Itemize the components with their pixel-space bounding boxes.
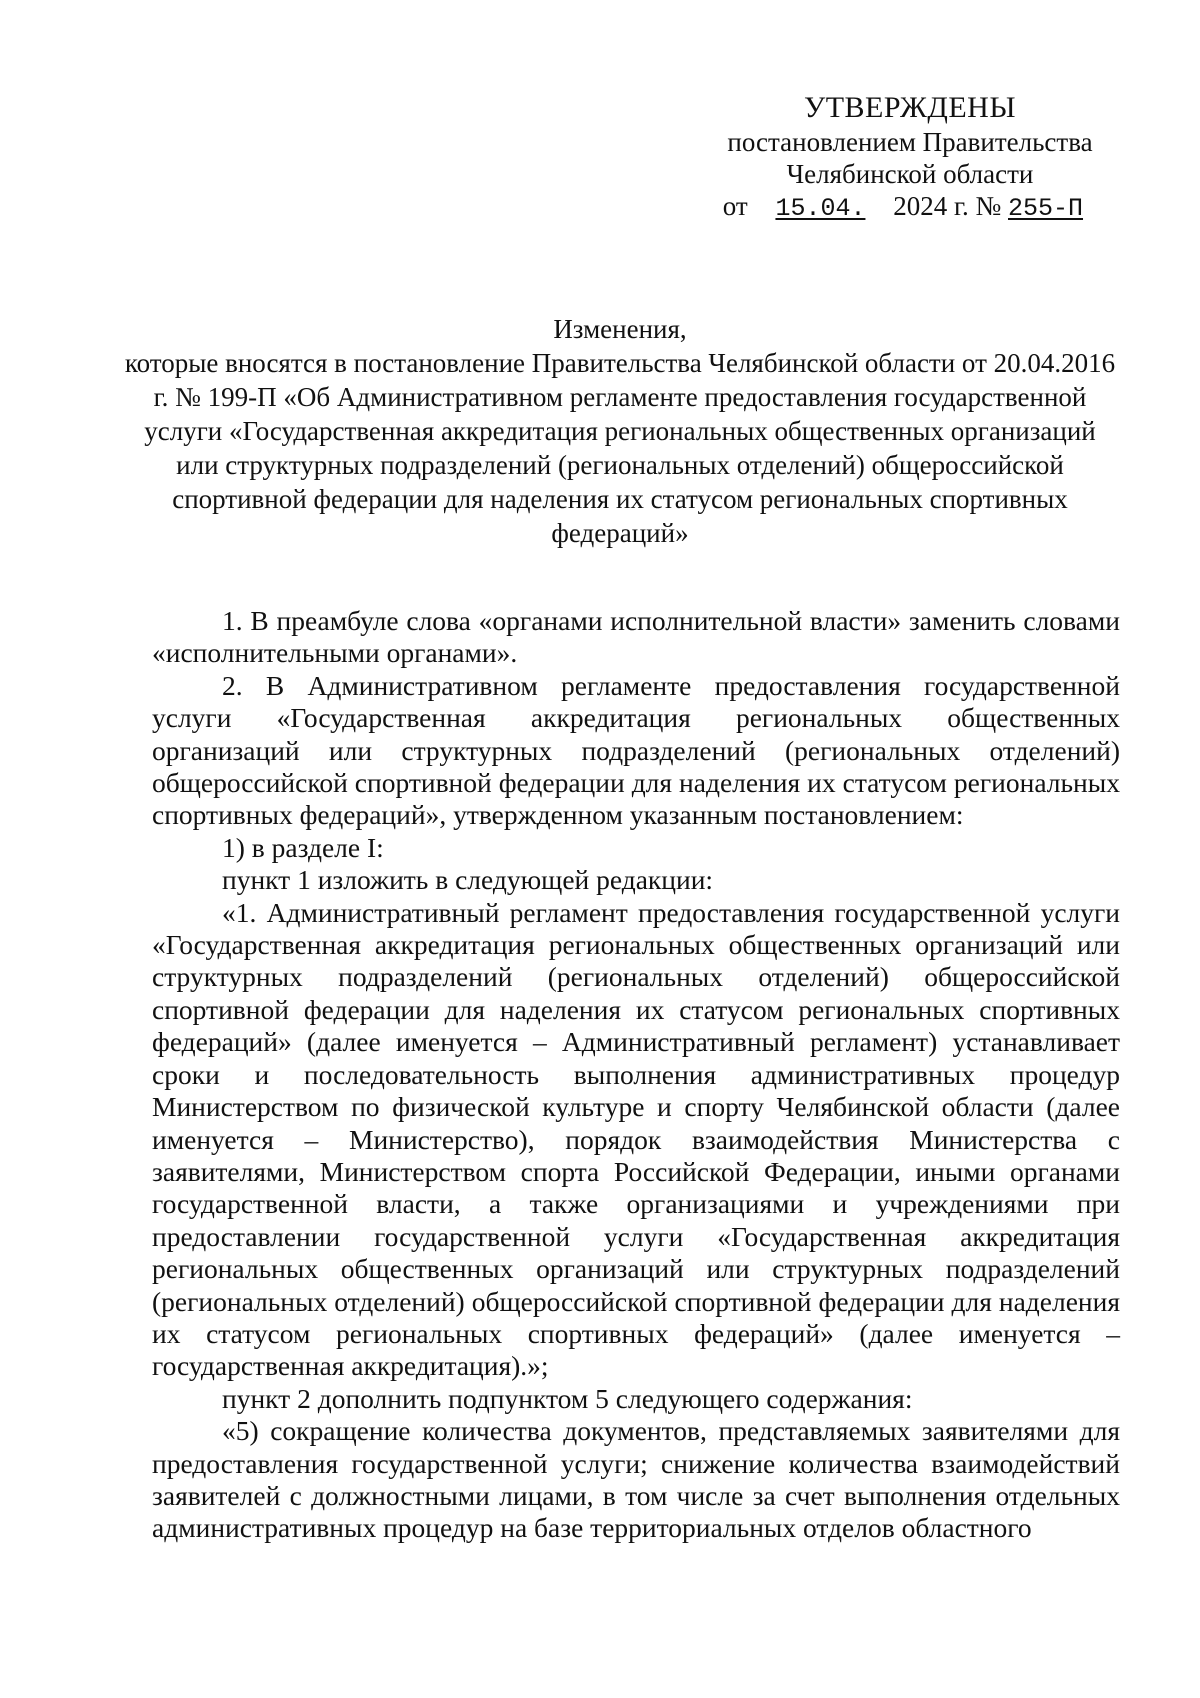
year-text: 2024 г. № [893, 191, 1002, 221]
paragraph-1: 1. В преамбуле слова «органами исполнительной власти» заменить словами «исполнительными органами». [152, 605, 1120, 669]
paragraph-3: 1) в разделе I: [222, 831, 384, 863]
paragraph-4: пункт 1 изложить в следующей редакции: [222, 864, 714, 896]
document-title [120, 312, 1120, 550]
paragraph-7: «5) сокращение количества документов, представляемых заявителями для предоставления государственной услуги; снижение количества взаимодействий заявителей с должностными лицами, в том числе за счет выполнения отдельных административных процедур на базе территориальных отделов областного [152, 1415, 1120, 1544]
paragraph-5: «1. Административный регламент предоставления государственной услуги «Государственная аккредитация региональных общественных организаций или структурных подразделений (региональных отделений) общероссийской спортивной федерации для наделения их статусом региональных спортивных федераций» (далее именуется – Административный регламент) устанавливает сроки и последовательность выполнения административных процедур Министерством по физической культуре и спорту Челябинской области (далее именуется – Министерство), порядок взаимодействия Министерства с заявителями, Министерством спорта Российской Федерации, иными органами государственной власти, а также организациями и учреждениями при предоставлении государственной услуги «Государственная аккредитация региональных общественных организаций или структурных подразделений (региональных отделений) общероссийской спортивной федерации для наделения их статусом региональных спортивных федераций» (далее именуется – государственная аккредитация).»; [152, 896, 1120, 1382]
paragraph-2: 2. В Административном регламенте предоставления государственной услуги «Государственная аккредитация региональных общественных организаций или структурных подразделений (региональных отделений) общероссийской спортивной федерации для наделения их статусом региональных спортивных федераций», утвержденном указанным постановлением: [152, 669, 1120, 831]
title-heading: Изменения, [553, 314, 687, 344]
paragraph-6: пункт 2 дополнить подпунктом 5 следующего содержания: [222, 1382, 913, 1414]
resolution-number: 255-П [1008, 194, 1084, 223]
title-text: которые вносятся в постановление Правительства Челябинской области от 20.04.2016 г. № 199-П «Об Административном регламенте предоставления государственной услуги «Государственная аккредитация региональных общественных организаций или структурных подразделений (региональных отделений) общероссийской спортивной федерации для наделения их статусом региональных спортивных федераций» [124, 348, 1116, 548]
document-body [152, 605, 1120, 1545]
approval-date-line [700, 190, 1120, 225]
date-value: 15.04. [775, 194, 866, 223]
approval-line-2: Челябинской области [786, 159, 1034, 189]
approval-heading: УТВЕРЖДЕНЫ [803, 91, 1017, 124]
approval-line-1: постановлением Правительства [727, 127, 1093, 157]
date-prefix: от [722, 191, 748, 221]
approval-stamp-block [700, 92, 1120, 225]
